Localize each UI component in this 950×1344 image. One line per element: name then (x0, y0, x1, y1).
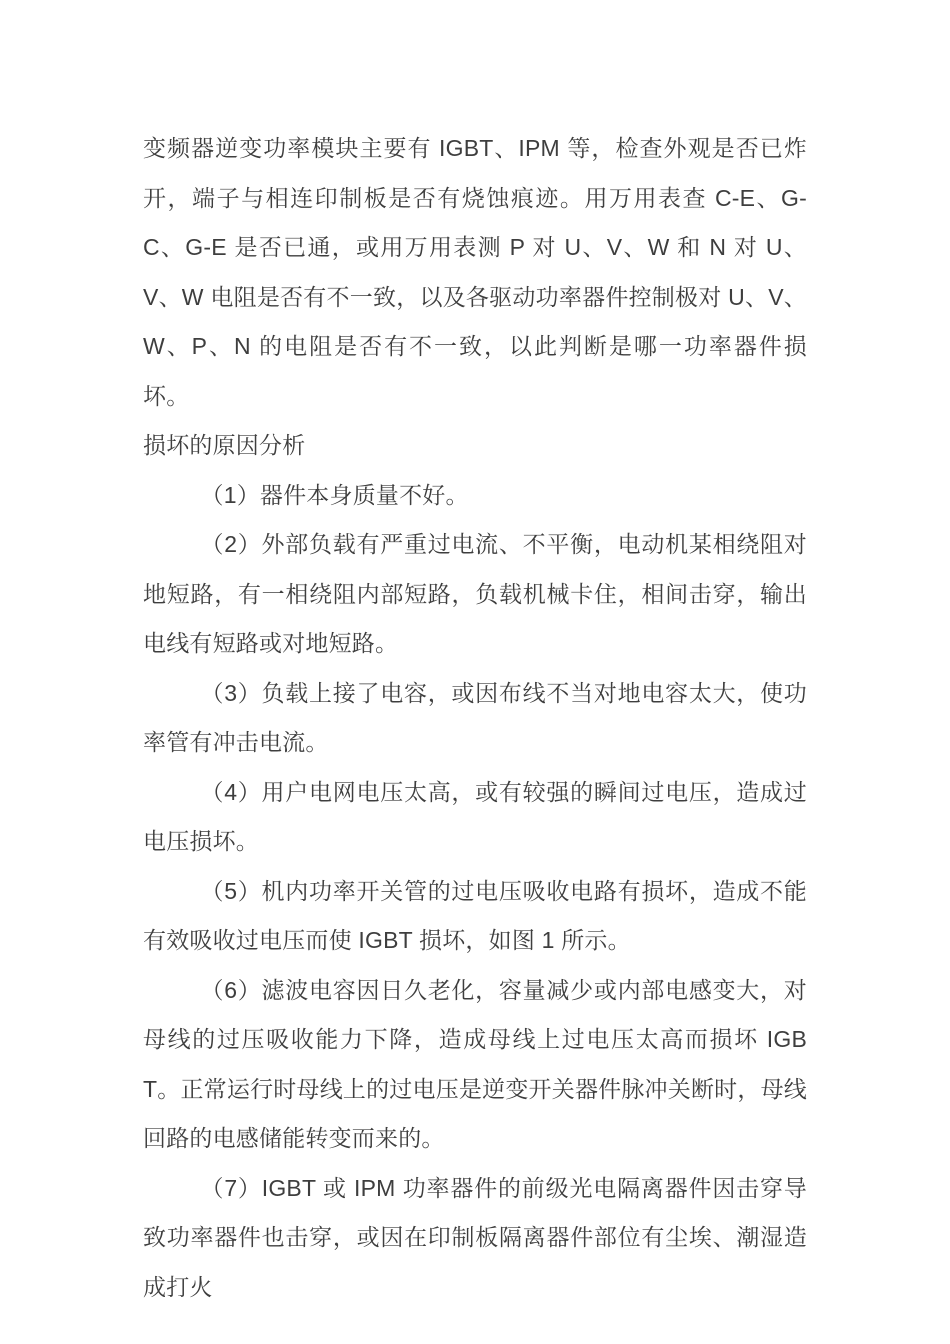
paragraph-9: （7）IGBT 或 IPM 功率器件的前级光电隔离器件因击穿导致功率器件也击穿，或因在印制板隔离器件部位有尘埃、潮湿造成打火 (143, 1174, 807, 1300)
paragraph-5: （3）负载上接了电容，或因布线不当对地电容太大，使功率管有冲击电流。 (143, 679, 807, 755)
paragraph-6: （4）用户电网电压太高，或有较强的瞬间过电压，造成过电压损坏。 (143, 778, 807, 854)
document-body (143, 124, 807, 1312)
paragraph-3: （1）器件本身质量不好。 (200, 481, 469, 508)
paragraph-1: 变频器逆变功率模块主要有 IGBT、IPM 等，检查外观是否已炸开，端子与相连印制板是否有烧蚀痕迹。用万用表查 C-E、G-C、G-E 是否已通，或用万用表测 P 对 U、V、W 和 N 对 U、V、W 电阻是否有不一致，以及各驱动功率器件控制极对 U、V、W、P、N 的电阻是否有不一致，以此判断是哪一功率器件损坏。 (143, 135, 807, 409)
section-heading: 损坏的原因分析 (143, 432, 306, 458)
paragraph-7: （5）机内功率开关管的过电压吸收电路有损坏，造成不能有效吸收过电压而使 IGBT 损坏，如图 1 所示。 (143, 877, 807, 953)
paragraph-8: （6）滤波电容因日久老化，容量减少或内部电感变大，对母线的过压吸收能力下降，造成母线上过电压太高而损坏 IGBT。正常运行时母线上的过电压是逆变开关器件脉冲关断时，母线回路的电感储能转变而来的。 (143, 976, 807, 1151)
paragraph-4: （2）外部负载有严重过电流、不平衡，电动机某相绕阻对地短路，有一相绕阻内部短路，负载机械卡住，相间击穿，输出电线有短路或对地短路。 (143, 531, 807, 656)
